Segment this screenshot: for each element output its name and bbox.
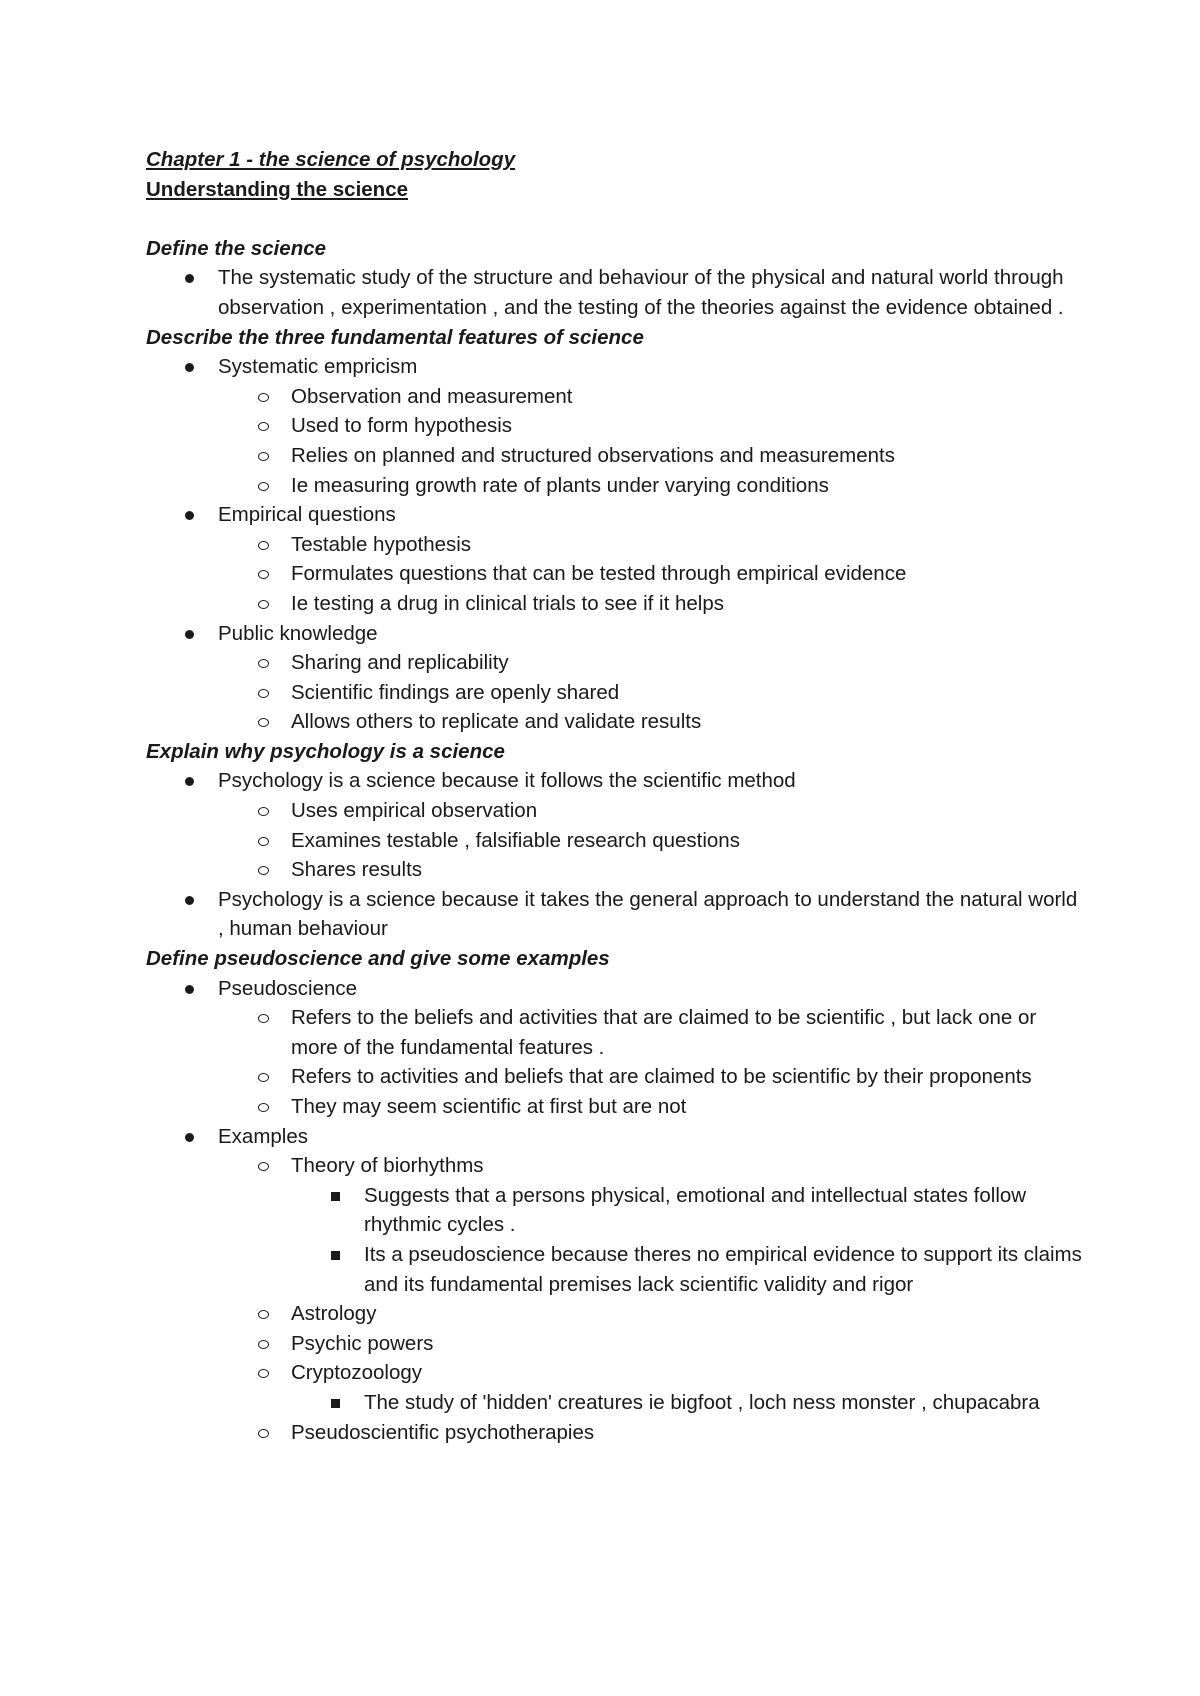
- section-heading: Explain why psychology is a science: [146, 739, 505, 763]
- bullet-item: [146, 500, 1086, 530]
- bullet-text: Relies on planned and structured observations and measurements: [291, 443, 895, 467]
- hollow-circle-icon: [258, 422, 269, 431]
- square-bullet-icon: [331, 1192, 340, 1201]
- bullet-text: They may seem scientific at first but are not: [291, 1095, 687, 1118]
- sub-bullet-item: [146, 796, 1086, 826]
- bullet-text: Psychology is a science because it follows the scientific method: [218, 769, 796, 793]
- sub-bullet-item: [146, 441, 1086, 471]
- hollow-circle-icon: [258, 452, 269, 461]
- bullet-text: Theory of biorhythms: [291, 1154, 484, 1178]
- bullet-text: Uses empirical observation: [291, 799, 538, 823]
- sub-bullet-item: [146, 471, 1086, 501]
- hollow-circle-icon: [258, 1014, 269, 1023]
- sub-bullet-item: [146, 707, 1086, 737]
- hollow-circle-icon: [258, 1369, 269, 1378]
- bullet-dot-icon: [185, 985, 194, 994]
- sub-bullet-item: [146, 1418, 1086, 1448]
- hollow-circle-icon: [258, 570, 269, 579]
- sub-bullet-item: [146, 1299, 1086, 1329]
- bullet-text: Systematic empricism: [218, 355, 418, 379]
- bullet-item: [146, 974, 1086, 1004]
- bullet-list: [146, 974, 1086, 1448]
- sub-bullet-item: [146, 855, 1086, 885]
- sub-bullet-item: [146, 1151, 1086, 1181]
- bullet-dot-icon: [185, 1133, 194, 1142]
- hollow-circle-icon: [258, 1103, 269, 1112]
- hollow-circle-icon: [258, 866, 269, 875]
- bullet-text: Its a pseudoscience because theres no empirical evidence to support its claims and its fundamental premises lack scientific validity and rigor: [364, 1242, 1082, 1296]
- sub-bullet-item: [146, 1358, 1086, 1388]
- sub-bullet-item: [146, 382, 1086, 412]
- document-page: [146, 145, 1086, 1447]
- bullet-text: Suggests that a persons physical, emotional and intellectual states follow rhythmic cycles .: [364, 1183, 1027, 1237]
- bullet-item: [146, 352, 1086, 382]
- bullet-item: [146, 619, 1086, 649]
- bullet-text: Empirical questions: [218, 503, 396, 527]
- hollow-circle-icon: [258, 1310, 269, 1319]
- bullet-text: Refers to the beliefs and activities that are claimed to be scientific , but lack one or more of the fundamental features .: [291, 1006, 1037, 1059]
- hollow-circle-icon: [258, 393, 269, 402]
- bullet-dot-icon: [185, 363, 194, 372]
- sub-bullet-item: [146, 411, 1086, 441]
- bullet-text: Allows others to replicate and validate results: [291, 710, 702, 734]
- bullet-item: [146, 263, 1086, 322]
- bullet-text: Psychology is a science because it takes the general approach to understand the natural world , human behaviour: [218, 887, 1078, 941]
- section-heading: Define pseudoscience and give some examples: [146, 947, 610, 971]
- hollow-circle-icon: [258, 1340, 269, 1349]
- bullet-item: [146, 1122, 1086, 1152]
- bullet-list: [146, 766, 1086, 944]
- hollow-circle-icon: [258, 541, 269, 550]
- hollow-circle-icon: [258, 482, 269, 491]
- bullet-dot-icon: [185, 777, 194, 786]
- sub-bullet-item: [146, 826, 1086, 856]
- notes-body: [146, 234, 1086, 1447]
- sub-bullet-item: [146, 1329, 1086, 1359]
- hollow-circle-icon: [258, 718, 269, 727]
- sub-sub-bullet-item: [146, 1240, 1086, 1299]
- bullet-text: Used to form hypothesis: [291, 414, 513, 438]
- blank-line: [146, 204, 1086, 234]
- bullet-dot-icon: [185, 630, 194, 639]
- square-bullet-icon: [331, 1399, 340, 1408]
- section-heading: Describe the three fundamental features of science: [146, 325, 644, 349]
- bullet-text: Pseudoscience: [218, 976, 358, 1000]
- bullet-text: Observation and measurement: [291, 384, 573, 408]
- bullet-text: Pseudoscientific psychotherapies: [291, 1420, 595, 1444]
- bullet-text: Psychic powers: [291, 1331, 434, 1355]
- bullet-text: Scientific findings are openly shared: [291, 680, 620, 704]
- hollow-circle-icon: [258, 807, 269, 816]
- sub-bullet-item: [146, 678, 1086, 708]
- sub-bullet-item: [146, 559, 1086, 589]
- bullet-text: Testable hypothesis: [291, 532, 472, 556]
- section-heading: Define the science: [146, 236, 327, 260]
- bullet-list: [146, 263, 1086, 322]
- document-subtitle: Understanding the science: [146, 177, 409, 201]
- sub-sub-bullet-item: [146, 1388, 1086, 1418]
- hollow-circle-icon: [258, 837, 269, 846]
- sub-bullet-item: [146, 1003, 1086, 1062]
- hollow-circle-icon: [258, 600, 269, 609]
- hollow-circle-icon: [258, 659, 269, 668]
- bullet-dot-icon: [185, 511, 194, 520]
- sub-bullet-item: [146, 1062, 1086, 1092]
- hollow-circle-icon: [258, 689, 269, 698]
- sub-bullet-item: [146, 1092, 1086, 1122]
- bullet-item: [146, 885, 1086, 944]
- bullet-text: Astrology: [291, 1302, 377, 1326]
- sub-sub-bullet-item: [146, 1181, 1086, 1240]
- sub-bullet-item: [146, 530, 1086, 560]
- bullet-text: The study of 'hidden' creatures ie bigfoot , loch ness monster , chupacabra: [364, 1390, 1040, 1414]
- bullet-item: [146, 766, 1086, 796]
- sub-bullet-item: [146, 648, 1086, 678]
- bullet-text: Ie measuring growth rate of plants under varying conditions: [291, 473, 829, 497]
- hollow-circle-icon: [258, 1429, 269, 1438]
- bullet-text: Examines testable , falsifiable research questions: [291, 828, 740, 852]
- sub-bullet-item: [146, 589, 1086, 619]
- bullet-dot-icon: [185, 896, 194, 905]
- bullet-list: [146, 352, 1086, 737]
- bullet-text: Refers to activities and beliefs that are claimed to be scientific by their proponents: [291, 1065, 1032, 1089]
- hollow-circle-icon: [258, 1162, 269, 1171]
- bullet-text: Examples: [218, 1124, 309, 1148]
- bullet-text: Ie testing a drug in clinical trials to see if it helps: [291, 591, 724, 615]
- bullet-text: Shares results: [291, 858, 423, 882]
- square-bullet-icon: [331, 1251, 340, 1260]
- bullet-text: Cryptozoology: [291, 1361, 423, 1385]
- bullet-text: The systematic study of the structure and behaviour of the physical and natural world through observation , experimentation , and the testing of the theories against the evidence obtained .: [218, 266, 1064, 319]
- document-title: Chapter 1 - the science of psychology: [146, 148, 516, 171]
- bullet-text: Formulates questions that can be tested through empirical evidence: [291, 562, 907, 586]
- bullet-dot-icon: [185, 274, 194, 283]
- hollow-circle-icon: [258, 1073, 269, 1082]
- bullet-text: Sharing and replicability: [291, 651, 509, 675]
- bullet-text: Public knowledge: [218, 621, 378, 645]
